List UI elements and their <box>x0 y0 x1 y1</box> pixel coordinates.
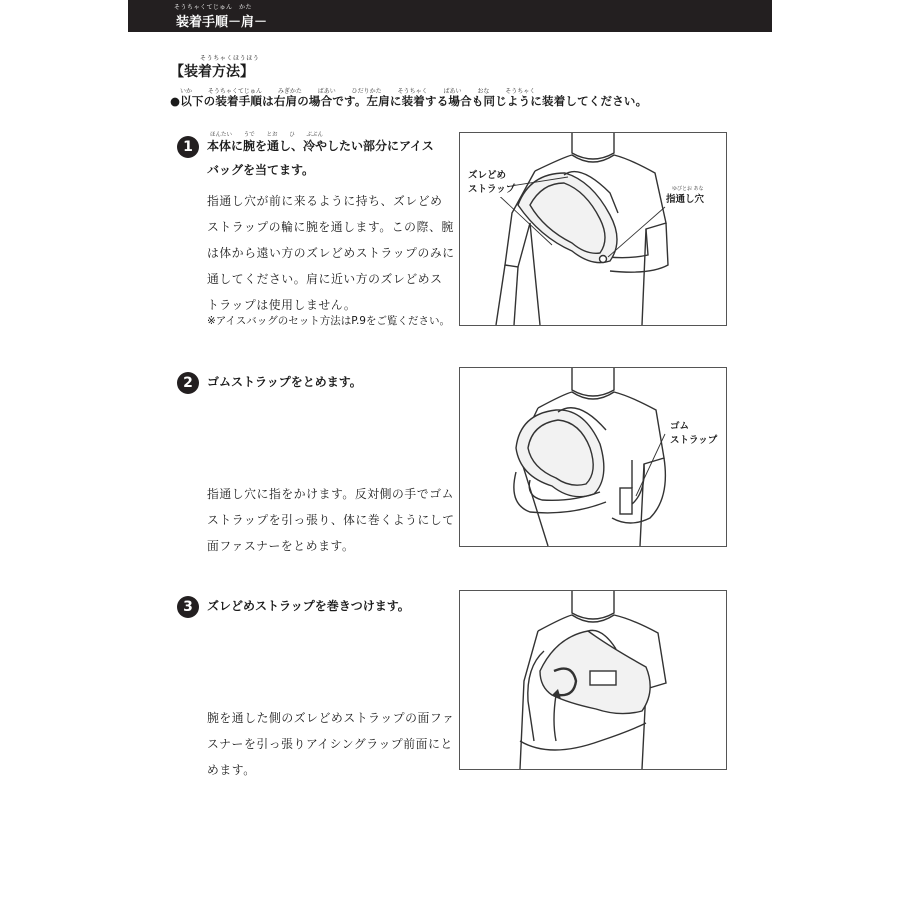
step-3-drawing <box>460 591 726 769</box>
step-1-body-line: は体から遠い方のズレどめストラップのみに <box>207 246 455 260</box>
rubber-strap-callout <box>670 420 717 448</box>
step-2-title: ゴムストラップをとめます。 <box>207 375 362 389</box>
step-2-number: 2 <box>177 372 199 394</box>
step-3-body <box>207 705 454 783</box>
section-title: 【装着方法】 <box>170 64 254 80</box>
intro-text: ●以下の装着手順は右肩の場合です。左肩に装着する場合も同じように装着してください。 <box>170 94 648 108</box>
step-1-note: ※アイスバッグのセット方法はP.9をご覧ください。 <box>207 315 450 327</box>
rubber-strap-callout-line2: ストラップ <box>670 435 718 446</box>
rubber-strap-callout-line1: ゴム <box>670 421 690 432</box>
step-2-body-line: ストラップを引っ張り、体に巻くようにして <box>207 513 455 527</box>
section-ruby: そうちゃくほうほう <box>200 55 260 62</box>
step-3-body-line: スナーを引っ張りアイシングラップ前面にと <box>207 737 453 751</box>
step-1-body-line: 指通し穴が前に来るように持ち、ズレどめ <box>207 194 443 208</box>
step-1-title-line1: 本体に腕を通し、冷やしたい部分にアイス <box>207 139 434 153</box>
step-1-title-line2: バッグを当てます。 <box>207 163 315 177</box>
step-1-body <box>207 188 455 318</box>
step-2-drawing <box>460 368 726 546</box>
step-1-illustration <box>459 132 727 326</box>
step-3-body-line: めます。 <box>207 763 256 777</box>
step-1-body-line: トラップは使用しません。 <box>207 298 357 312</box>
step-2-illustration <box>459 367 727 547</box>
finger-hole-callout: 指通し穴 <box>666 194 705 205</box>
step-1-drawing <box>460 133 726 325</box>
step-1-body-line: 通してください。肩に近い方のズレどめス <box>207 272 443 286</box>
strap-callout <box>468 169 515 197</box>
step-3-illustration <box>459 590 727 770</box>
step-2-body <box>207 481 455 559</box>
page-title: 装着手順－肩－ <box>176 15 268 30</box>
step-2-body-line: 面ファスナーをとめます。 <box>207 539 355 553</box>
finger-hole-ruby: ゆびとお あな <box>672 186 704 192</box>
header-ruby: そうちゃくてじゅん かた <box>174 4 253 11</box>
step-3-title: ズレどめストラップを巻きつけます。 <box>207 599 410 613</box>
intro-ruby: いか そうちゃくてじゅん みぎかた ばあい ひだりかた そうちゃく ばあい おな そうちゃく <box>180 88 536 95</box>
step-3-body-line: 腕を通した側のズレどめストラップの面ファ <box>207 711 455 725</box>
strap-callout-line1: ズレどめ <box>468 170 507 181</box>
step-1-title-ruby: ほんたい うで とお ひ ぶぶん <box>210 132 323 138</box>
strap-callout-line2: ストラップ <box>468 184 516 195</box>
step-2-body-line: 指通し穴に指をかけます。反対側の手でゴム <box>207 487 454 501</box>
step-1-body-line: ストラップの輪に腕を通します。この際、腕 <box>207 220 454 234</box>
step-1-number: 1 <box>177 136 199 158</box>
step-3-number: 3 <box>177 596 199 618</box>
